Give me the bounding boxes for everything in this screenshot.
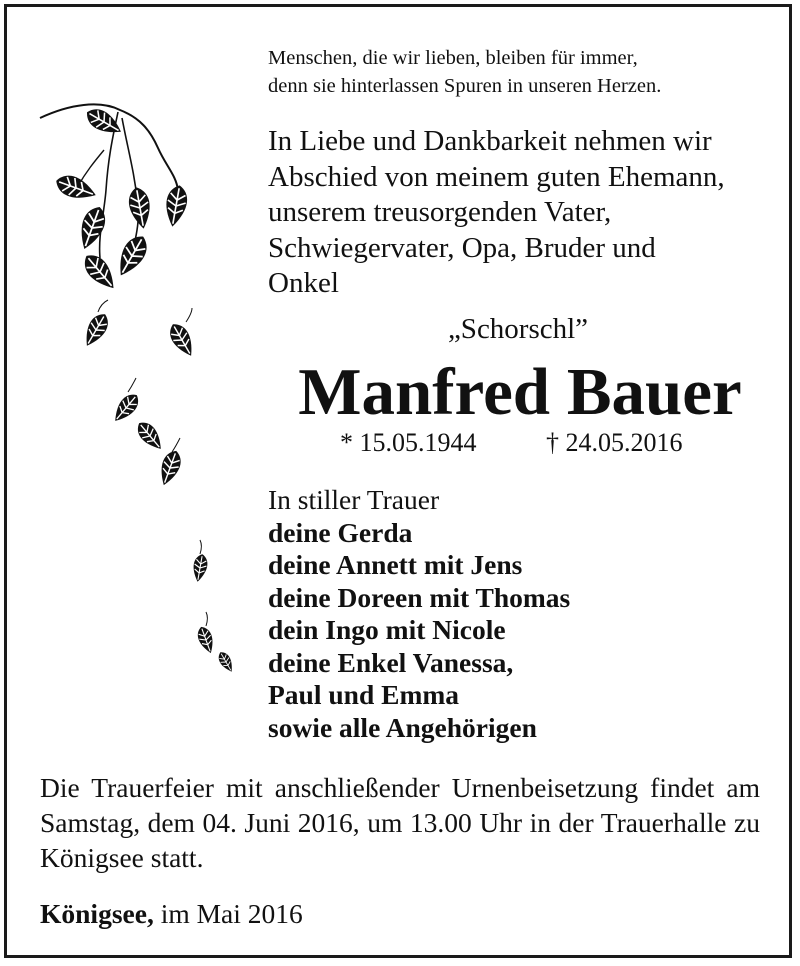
mourners-list: [268, 484, 768, 744]
mourner-entry: deine Doreen mit Thomas: [268, 581, 571, 613]
deceased-name: Manfred Bauer: [298, 355, 742, 429]
birth-date: * 15.05.1944: [340, 428, 477, 457]
death-date: † 24.05.2016: [546, 428, 683, 457]
motto-line: denn sie hinterlassen Spuren in unseren Herzen.: [268, 75, 662, 97]
mourner-entry: Paul und Emma: [268, 679, 460, 710]
falling-leaves-icon: [0, 0, 260, 700]
motto-line: Menschen, die wir lieben, bleiben für immer,: [268, 47, 638, 69]
place-date: [40, 896, 760, 932]
intro-line: Abschied von meinem guten Ehemann,: [268, 160, 725, 193]
funeral-line: Trauerhalle zu Königsee statt.: [40, 807, 760, 873]
mourner-entry: dein Ingo mit Nicole: [268, 614, 506, 645]
funeral-line: Die Trauerfeier mit anschließender Urnenbeisetzung: [40, 772, 639, 803]
funeral-line: findet am Samstag, dem 04. Juni 2016, um 13.00 Uhr in der: [40, 772, 760, 838]
intro-line: Schwiegervater, Opa, Bruder und: [268, 231, 656, 264]
mourner-entry: deine Annett mit Jens: [268, 549, 523, 580]
mourners-lead: In stiller Trauer: [268, 484, 440, 515]
farewell-intro: [268, 124, 768, 302]
funeral-info: [40, 770, 760, 875]
motto-quote: [268, 44, 768, 100]
mourner-entry: sowie alle Angehörigen: [268, 711, 537, 743]
place-month: im Mai 2016: [160, 898, 303, 929]
mourner-entry: deine Gerda: [268, 516, 413, 548]
intro-line: unserem treusorgenden Vater,: [268, 196, 612, 228]
deceased-nickname: „Schorschl”: [447, 313, 589, 345]
intro-line: In Liebe und Dankbarkeit nehmen wir: [268, 125, 712, 157]
place-town: Königsee,: [40, 898, 154, 929]
intro-line: Onkel: [268, 267, 339, 299]
mourner-entry: deine Enkel Vanessa,: [268, 646, 514, 678]
